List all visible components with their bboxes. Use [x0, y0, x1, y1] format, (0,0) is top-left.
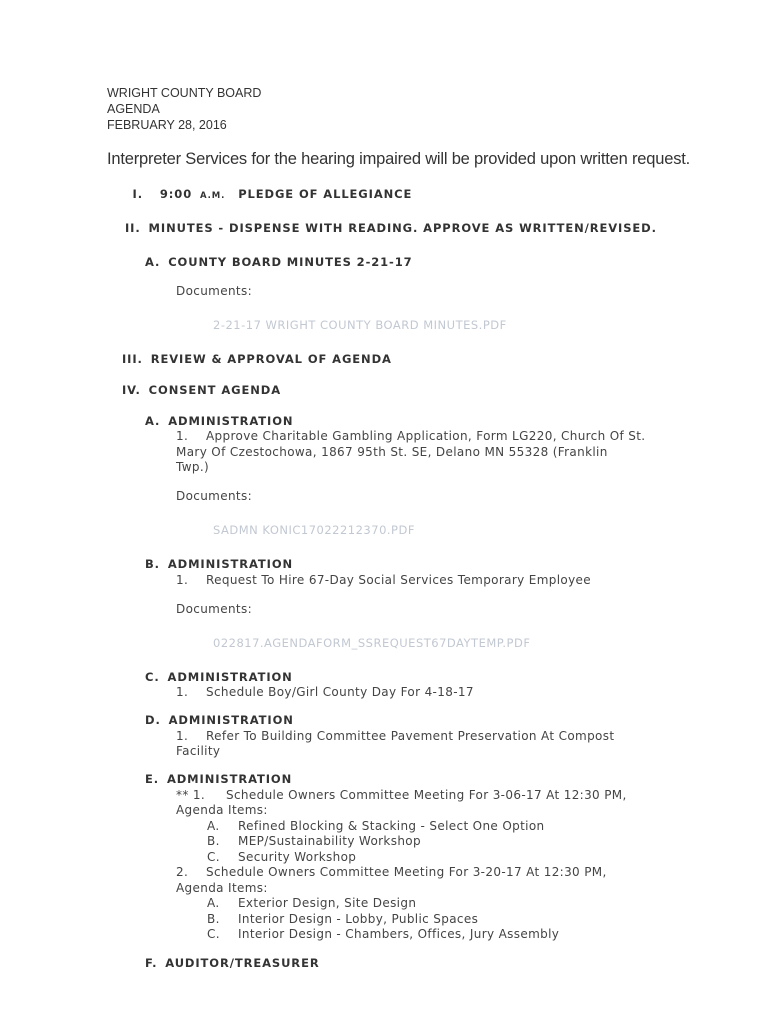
- section-4a-heading: [145, 414, 293, 428]
- section-4f-heading: [145, 956, 320, 970]
- interpreter-notice: Interpreter Services for the hearing impaired will be provided upon written request.: [107, 150, 691, 168]
- section-4d-item-1-line-2: Facility: [176, 744, 221, 758]
- sub-text: Interior Design - Lobby, Public Spaces: [238, 912, 479, 926]
- section-2a-documents-label: Documents:: [176, 284, 252, 298]
- section-4e-item-1-line-2: Agenda Items:: [176, 803, 268, 817]
- section-1-ampm: A.M.: [200, 191, 226, 201]
- section-2a-heading: [145, 255, 413, 269]
- section-2-heading: [125, 221, 657, 235]
- section-4c-item-1: [176, 685, 474, 699]
- temp-employee-pdf-link[interactable]: 022817.AGENDAFORM_SSREQUEST67DAYTEMP.PDF: [213, 636, 531, 650]
- section-4e-item-2-sub-c: [207, 927, 559, 941]
- section-4b-title: ADMINISTRATION: [167, 557, 294, 571]
- sub-letter: A.: [207, 896, 220, 910]
- section-4-title: CONSENT AGENDA: [148, 383, 281, 397]
- section-4e-item-1-sub-c: [207, 850, 356, 864]
- sub-text: MEP/Sustainability Workshop: [238, 834, 421, 848]
- item-text: Refer To Building Committee Pavement Preservation At Compost: [206, 729, 615, 743]
- sub-letter: A.: [207, 819, 220, 833]
- section-4c-letter: C.: [145, 670, 160, 684]
- sub-letter: B.: [207, 834, 220, 848]
- section-4f-letter: F.: [145, 956, 158, 970]
- section-4b-documents-label: Documents:: [176, 602, 252, 616]
- board-name: WRIGHT COUNTY BOARD: [107, 86, 262, 100]
- section-4f-title: AUDITOR/TREASURER: [165, 956, 320, 970]
- sub-letter: B.: [207, 912, 220, 926]
- minutes-pdf-link[interactable]: 2-21-17 WRIGHT COUNTY BOARD MINUTES.PDF: [213, 318, 507, 332]
- section-4d-item-1: [176, 729, 614, 743]
- document-type: AGENDA: [107, 102, 160, 116]
- item-number: 1.: [176, 685, 189, 699]
- item-text: Schedule Owners Committee Meeting For 3-06-17 At 12:30 PM,: [226, 788, 627, 802]
- section-2a-letter: A.: [145, 255, 161, 269]
- section-1-title: PLEDGE OF ALLEGIANCE: [238, 187, 413, 201]
- section-4a-letter: A.: [145, 414, 161, 428]
- item-number: 1.: [176, 573, 189, 587]
- item-number: ** 1.: [176, 788, 206, 802]
- section-4e-item-2: [176, 865, 607, 879]
- charitable-gambling-pdf-link[interactable]: SADMN KONIC17022212370.PDF: [213, 523, 415, 537]
- section-4e-item-1-sub-a: [207, 819, 544, 833]
- section-4c-heading: [145, 670, 293, 684]
- section-4d-heading: [145, 713, 294, 727]
- sub-text: Refined Blocking & Stacking - Select One Option: [238, 819, 545, 833]
- sub-text: Exterior Design, Site Design: [238, 896, 417, 910]
- item-number: 1.: [176, 729, 189, 743]
- section-4a-title: ADMINISTRATION: [168, 414, 294, 428]
- item-number: 2.: [176, 865, 189, 879]
- section-4-number: IV.: [122, 383, 141, 397]
- section-4e-item-2-sub-a: [207, 896, 416, 910]
- item-text: Schedule Owners Committee Meeting For 3-20-17 At 12:30 PM,: [206, 865, 607, 879]
- item-text: Approve Charitable Gambling Application, Form LG220, Church Of St.: [206, 429, 646, 443]
- section-2a-title: COUNTY BOARD MINUTES 2-21-17: [168, 255, 413, 269]
- section-4d-title: ADMINISTRATION: [168, 713, 294, 727]
- section-4a-documents-label: Documents:: [176, 489, 252, 503]
- section-4e-item-1: [176, 788, 627, 802]
- item-text: Request To Hire 67-Day Social Services Temporary Employee: [206, 573, 591, 587]
- section-4a-item-1-line-2: Mary Of Czestochowa, 1867 95th St. SE, Delano MN 55328 (Franklin: [176, 445, 608, 459]
- section-4e-letter: E.: [145, 772, 160, 786]
- sub-letter: C.: [207, 850, 220, 864]
- section-4-heading: [122, 383, 281, 397]
- section-1-time: 9:00: [159, 187, 193, 201]
- item-number: 1.: [176, 429, 189, 443]
- section-4e-heading: [145, 772, 292, 786]
- sub-letter: C.: [207, 927, 220, 941]
- section-4e-item-2-line-2: Agenda Items:: [176, 881, 268, 895]
- section-3-number: III.: [122, 352, 143, 366]
- section-4d-letter: D.: [145, 713, 161, 727]
- section-3-title: REVIEW & APPROVAL OF AGENDA: [150, 352, 392, 366]
- section-4b-letter: B.: [145, 557, 160, 571]
- section-4b-heading: [145, 557, 293, 571]
- agenda-date: FEBRUARY 28, 2016: [107, 118, 227, 132]
- section-4e-item-2-sub-b: [207, 912, 478, 926]
- section-1-heading: [125, 187, 412, 201]
- section-2-title: MINUTES - DISPENSE WITH READING. APPROVE AS WRITTEN/REVISED.: [148, 221, 657, 235]
- item-text: Schedule Boy/Girl County Day For 4-18-17: [206, 685, 474, 699]
- section-4b-item-1: [176, 573, 591, 587]
- section-4a-item-1: [176, 429, 645, 443]
- section-4a-item-1-line-3: Twp.): [176, 460, 210, 474]
- section-2-number: II.: [125, 221, 141, 235]
- section-4e-title: ADMINISTRATION: [166, 772, 293, 786]
- section-4c-title: ADMINISTRATION: [167, 670, 293, 684]
- sub-text: Interior Design - Chambers, Offices, Jury Assembly: [238, 927, 560, 941]
- section-1-number: I.: [132, 187, 143, 201]
- section-3-heading: [122, 352, 392, 366]
- sub-text: Security Workshop: [238, 850, 357, 864]
- section-4e-item-1-sub-b: [207, 834, 421, 848]
